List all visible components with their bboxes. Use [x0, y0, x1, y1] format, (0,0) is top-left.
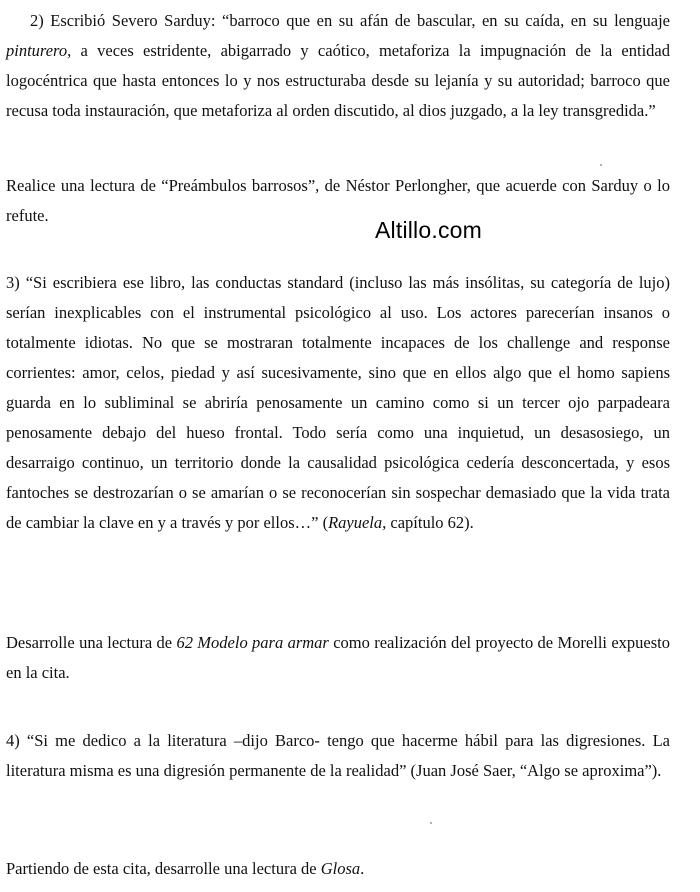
question-4-task-pre: Partiendo de esta cita, desarrolle una lectura de [6, 859, 321, 878]
question-3-quote-end: , capítulo 62). [382, 513, 474, 532]
question-2-task: Realice una lectura de “Preámbulos barrosos”, de Néstor Perlongher, que acuerde con Sarduy o lo refute. [6, 176, 670, 225]
question-3-quote [6, 268, 670, 538]
question-3-quote-italic: Rayuela [328, 513, 383, 532]
question-2-quote-text: 2) Escribió Severo Sarduy: “barroco que en su afán de bascular, en su caída, en su lenguaje [30, 11, 670, 30]
question-2-quote-italic: pinturero [6, 41, 68, 60]
question-3-quote-text: 3) “Si escribiera ese libro, las conductas standard (incluso las más insólitas, su categoría de lujo) serían inexplicables con el instrumental psicológico al uso. Los actores parecerían insanos o totalmente idiotas. No que se mostraran totalmente incapaces de los challenge and response corrientes: amor, celos, piedad y así sucesivamente, sino que en ellos algo que el homo sapiens guarda en lo subliminal se abriría penosamente un camino como si un tercer ojo parpadeara penosamente debajo del hueso frontal. Todo sería como una inquietud, un desasosiego, un desarraigo continuo, un territorio donde la causalidad psicológica cedería desconcertada, y esos fantoches se destrozarían o se amarían o se reconocerían sin sospechar demasiado que la vida trata de cambiar la clave en y a través y por ellos…” ( [6, 273, 670, 532]
question-2-quote [6, 6, 670, 126]
question-4-task [6, 854, 670, 884]
question-3-task-italic: 62 Modelo para armar [176, 633, 329, 652]
question-3-task [6, 628, 670, 688]
question-4-task-italic: Glosa [320, 859, 361, 878]
question-4-quote: 4) “Si me dedico a la literatura –dijo Barco- tengo que hacerme hábil para las digresiones. La literatura misma es una digresión permanente de la realidad” (Juan José Saer, “Algo se aproxima”). [6, 731, 670, 780]
scan-speck [430, 822, 432, 824]
watermark: Altillo.com [375, 217, 483, 243]
question-3-task-post: como realización del proyecto de Morelli expuesto en la cita. [6, 633, 670, 682]
question-3-task-pre: Desarrolle una lectura de [6, 633, 177, 652]
scan-speck [600, 164, 602, 166]
question-4-task-post: . [360, 859, 365, 878]
question-2-quote-rest: , a veces estridente, abigarrado y caótico, metaforiza la impugnación de la entidad logocéntrica que hasta entonces lo y nos estructuraba desde su lejanía y su autoridad; barroco que recusa toda instauración, que metaforiza al orden discutido, al dios juzgado, a la ley transgredida.” [6, 41, 670, 120]
